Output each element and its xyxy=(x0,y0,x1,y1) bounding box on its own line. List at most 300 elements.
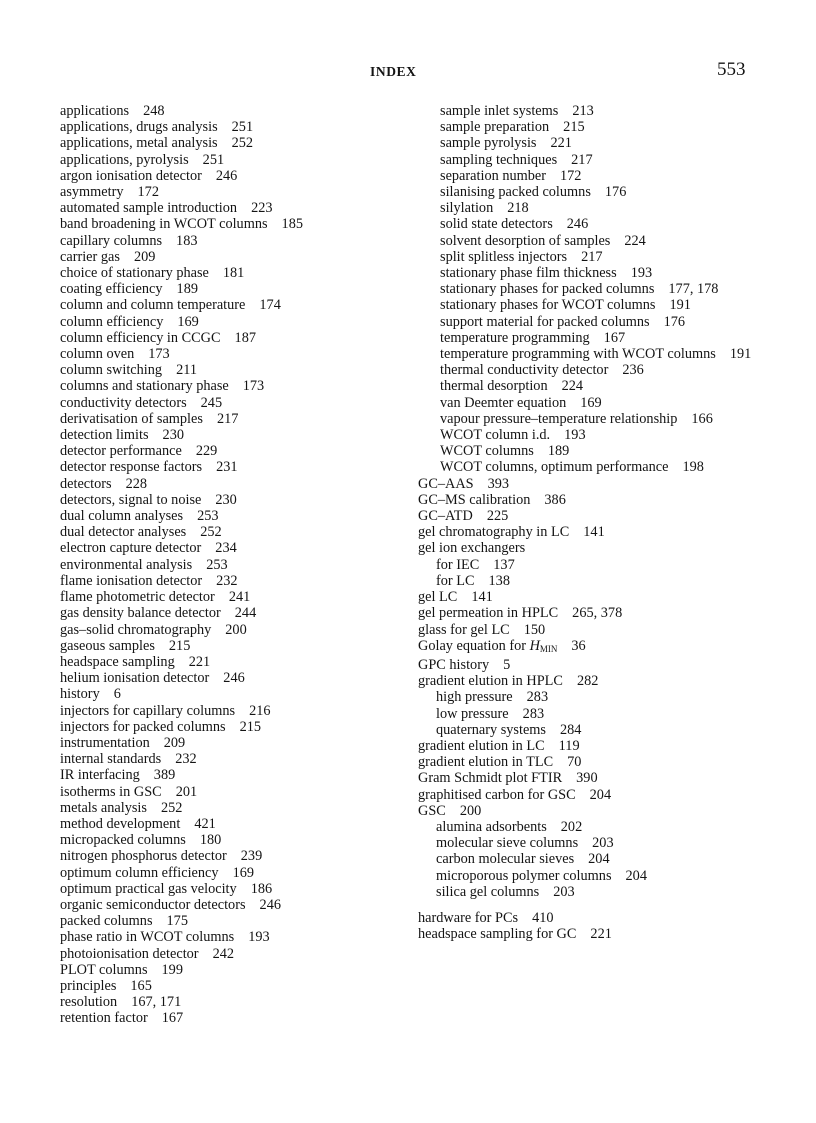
index-term: column and column temperature xyxy=(60,297,246,314)
index-entry xyxy=(60,427,390,443)
index-term: low pressure xyxy=(436,705,509,722)
index-page-refs: 70 xyxy=(567,754,582,771)
index-entry xyxy=(418,754,758,770)
index-entry xyxy=(418,476,758,492)
index-entry xyxy=(60,233,390,249)
index-page-refs: 282 xyxy=(576,673,599,690)
index-term: silylation xyxy=(440,200,494,217)
index-term: separation number xyxy=(440,167,546,184)
index-entry xyxy=(60,443,390,459)
index-page-refs: 242 xyxy=(212,945,235,962)
index-term: dual column analyses xyxy=(60,508,184,525)
index-term: thermal conductivity detector xyxy=(440,362,609,379)
index-page-refs: 5 xyxy=(503,656,511,673)
index-page-refs: 283 xyxy=(522,705,545,722)
index-page-refs: 283 xyxy=(526,689,549,706)
index-term: glass for gel LC xyxy=(418,621,510,638)
index-term: band broadening in WCOT columns xyxy=(60,216,268,233)
index-term: gas–solid chromatography xyxy=(60,621,212,638)
index-term: injectors for packed columns xyxy=(60,718,226,735)
index-entry xyxy=(60,929,390,945)
page-number: 553 xyxy=(717,59,746,80)
index-term: alumina adsorbents xyxy=(436,818,547,835)
index-term: support material for packed columns xyxy=(440,313,650,330)
index-term: capillary columns xyxy=(60,232,163,249)
index-entry xyxy=(60,881,390,897)
index-term: gel chromatography in LC xyxy=(418,524,570,541)
index-term: solid state detectors xyxy=(440,216,553,233)
index-entry xyxy=(60,573,390,589)
index-page-refs: 230 xyxy=(162,427,184,444)
index-entry xyxy=(60,508,390,524)
index-entry xyxy=(60,476,390,492)
index-term: WCOT columns, optimum performance xyxy=(440,459,669,476)
index-page-refs: 224 xyxy=(561,378,584,395)
index-entry xyxy=(60,605,390,621)
index-page-refs: 232 xyxy=(175,751,197,768)
index-page-refs: 252 xyxy=(200,524,222,541)
index-page-refs: 193 xyxy=(248,929,270,946)
index-term: GC–MS calibration xyxy=(418,491,531,508)
index-entry xyxy=(418,540,758,556)
index-term: instrumentation xyxy=(60,734,150,751)
index-entry xyxy=(60,249,390,265)
index-term: gradient elution in HPLC xyxy=(418,673,563,690)
index-page-refs: 169 xyxy=(232,864,255,881)
page-header xyxy=(0,58,816,88)
index-term: GSC xyxy=(418,802,446,819)
index-term: microporous polymer columns xyxy=(436,867,612,884)
index-entry xyxy=(60,978,390,994)
index-entry xyxy=(60,622,390,638)
index-page-refs: 185 xyxy=(281,216,303,233)
index-entry xyxy=(418,362,758,378)
index-entry xyxy=(418,427,758,443)
index-entry xyxy=(418,233,758,249)
index-entry xyxy=(418,508,758,524)
index-subentry xyxy=(418,706,758,722)
index-term: GPC history xyxy=(418,656,490,673)
index-page-refs: 137 xyxy=(493,556,515,573)
index-entry xyxy=(60,346,390,362)
index-term: headspace sampling for GC xyxy=(418,926,577,943)
index-entry xyxy=(418,926,758,942)
index-page-refs: 200 xyxy=(459,802,482,819)
index-column-left xyxy=(60,103,390,1027)
index-term: van Deemter equation xyxy=(440,394,567,411)
index-entry xyxy=(418,119,758,135)
index-term: gradient elution in TLC xyxy=(418,754,554,771)
index-term: applications, drugs analysis xyxy=(60,119,218,136)
index-term: organic semiconductor detectors xyxy=(60,896,246,913)
index-page-refs: 284 xyxy=(559,721,582,738)
index-page-refs: 203 xyxy=(592,835,614,852)
index-page-refs: 389 xyxy=(153,767,176,784)
index-subentry xyxy=(418,819,758,835)
index-subentry xyxy=(418,557,758,573)
index-page-refs: 224 xyxy=(624,232,646,249)
index-term: micropacked columns xyxy=(60,832,186,849)
index-entry xyxy=(418,443,758,459)
index-term: PLOT columns xyxy=(60,961,148,978)
index-entry xyxy=(60,962,390,978)
index-page-refs: 225 xyxy=(486,508,509,525)
index-entry xyxy=(60,395,390,411)
index-page-refs: 167, 171 xyxy=(131,994,182,1011)
index-entry xyxy=(418,411,758,427)
index-page-refs: 203 xyxy=(553,883,575,900)
index-term: silica gel columns xyxy=(436,883,540,900)
index-page-refs: 172 xyxy=(137,184,159,201)
index-page-refs: 215 xyxy=(563,119,585,136)
index-entry xyxy=(60,994,390,1010)
index-entry xyxy=(60,152,390,168)
index-page-refs: 167 xyxy=(603,329,626,346)
index-term: GC–ATD xyxy=(418,508,473,525)
index-entry xyxy=(60,540,390,556)
index-term: applications, pyrolysis xyxy=(60,151,189,168)
index-term: column efficiency in CCGC xyxy=(60,329,221,346)
index-entry xyxy=(60,913,390,929)
index-entry xyxy=(418,297,758,313)
index-term: optimum practical gas velocity xyxy=(60,880,237,897)
index-page-refs: 200 xyxy=(225,621,247,638)
index-page-refs: 204 xyxy=(625,867,647,884)
index-page-refs: 186 xyxy=(250,880,273,897)
index-term: sampling techniques xyxy=(440,151,558,168)
index-page-refs: 246 xyxy=(223,670,245,687)
index-page-refs: 199 xyxy=(161,961,183,978)
index-term: asymmetry xyxy=(60,184,124,201)
index-page-refs: 180 xyxy=(199,832,222,849)
index-entry xyxy=(418,638,758,657)
index-entry xyxy=(418,492,758,508)
index-entry xyxy=(418,673,758,689)
index-page-refs: 36 xyxy=(571,637,586,654)
index-page-refs: 173 xyxy=(148,346,170,363)
index-subentry xyxy=(418,689,758,705)
index-entry xyxy=(418,103,758,119)
index-term: detectors, signal to noise xyxy=(60,491,202,508)
index-entry xyxy=(60,946,390,962)
index-subentry xyxy=(418,722,758,738)
index-entry xyxy=(418,605,758,621)
index-term: gas density balance detector xyxy=(60,605,221,622)
index-term: conductivity detectors xyxy=(60,394,187,411)
index-entry xyxy=(60,314,390,330)
index-page-refs: 193 xyxy=(630,265,653,282)
index-term: graphitised carbon for GSC xyxy=(418,786,576,803)
index-symbol-subscript: MIN xyxy=(539,643,558,654)
index-page-refs: 236 xyxy=(622,362,644,379)
index-page-refs: 221 xyxy=(550,135,572,152)
index-entry xyxy=(60,654,390,670)
index-page-refs: 141 xyxy=(471,589,493,606)
index-subentry xyxy=(418,868,758,884)
index-page-refs: 232 xyxy=(216,572,238,589)
index-page-refs: 230 xyxy=(215,491,237,508)
index-term: argon ionisation detector xyxy=(60,167,202,184)
index-entry xyxy=(60,200,390,216)
index-entry xyxy=(60,784,390,800)
index-page-refs: 204 xyxy=(589,786,612,803)
index-term: WCOT column i.d. xyxy=(440,427,551,444)
index-entry xyxy=(60,897,390,913)
index-entry xyxy=(60,362,390,378)
index-term: stationary phases for WCOT columns xyxy=(440,297,656,314)
index-page-refs: 217 xyxy=(581,248,603,265)
index-page-refs: 253 xyxy=(206,556,228,573)
index-page-refs: 209 xyxy=(163,734,186,751)
index-term: headspace sampling xyxy=(60,653,175,670)
index-page-refs: 174 xyxy=(259,297,281,314)
index-page-refs: 176 xyxy=(663,313,686,330)
index-page-refs: 193 xyxy=(564,427,586,444)
index-entry xyxy=(418,168,758,184)
index-entry xyxy=(60,670,390,686)
index-entry xyxy=(60,686,390,702)
running-head-title: INDEX xyxy=(370,64,417,79)
index-page-refs: 211 xyxy=(176,362,197,379)
index-page-refs: 241 xyxy=(228,589,251,606)
index-term: sample pyrolysis xyxy=(440,135,537,152)
index-entry xyxy=(60,378,390,394)
index-term: WCOT columns xyxy=(440,443,534,460)
index-entry xyxy=(60,330,390,346)
index-term: electron capture detector xyxy=(60,540,202,557)
index-term: split splitless injectors xyxy=(440,248,568,265)
index-term: detection limits xyxy=(60,427,149,444)
index-entry xyxy=(418,135,758,151)
index-page-refs: 213 xyxy=(572,103,594,119)
index-entry xyxy=(418,622,758,638)
index-page-refs: 265, 378 xyxy=(572,605,623,622)
index-term: injectors for capillary columns xyxy=(60,702,236,719)
index-page-refs: 217 xyxy=(571,151,593,168)
index-term: column oven xyxy=(60,346,135,363)
index-entry xyxy=(60,135,390,151)
index-page-refs: 246 xyxy=(215,167,238,184)
index-term: applications xyxy=(60,103,130,119)
index-term: gaseous samples xyxy=(60,637,155,654)
index-page-refs: 245 xyxy=(200,394,223,411)
index-entry xyxy=(418,803,758,819)
index-page-refs: 191 xyxy=(669,297,691,314)
index-term: coating efficiency xyxy=(60,281,163,298)
index-term: packed columns xyxy=(60,913,153,930)
index-term: column efficiency xyxy=(60,313,164,330)
index-entry xyxy=(418,314,758,330)
index-page-refs: 248 xyxy=(143,103,165,119)
index-page-refs: 165 xyxy=(130,977,152,994)
index-page-refs: 189 xyxy=(176,281,198,298)
index-entry xyxy=(418,770,758,786)
index-entry xyxy=(60,184,390,200)
index-term: temperature programming with WCOT columns xyxy=(440,346,716,363)
index-page-refs: 244 xyxy=(234,605,257,622)
index-entry xyxy=(60,492,390,508)
index-entry xyxy=(60,281,390,297)
index-term: metals analysis xyxy=(60,799,147,816)
index-term: column switching xyxy=(60,362,163,379)
index-term: gradient elution in LC xyxy=(418,737,545,754)
index-entry xyxy=(418,589,758,605)
index-entry xyxy=(60,265,390,281)
index-page-refs: 386 xyxy=(544,491,566,508)
entry-gap xyxy=(418,900,758,910)
index-term: quaternary systems xyxy=(436,721,546,738)
index-entry xyxy=(418,524,758,540)
index-entry xyxy=(418,395,758,411)
index-page-refs: 239 xyxy=(240,848,263,865)
index-term: flame photometric detector xyxy=(60,589,215,606)
index-term: sample preparation xyxy=(440,119,550,136)
index-page-refs: 410 xyxy=(532,909,554,926)
index-entry xyxy=(60,703,390,719)
index-page-refs: 189 xyxy=(547,443,570,460)
index-subentry xyxy=(418,851,758,867)
index-entry xyxy=(418,738,758,754)
index-entry xyxy=(418,265,758,281)
index-entry xyxy=(60,767,390,783)
index-term: for IEC xyxy=(436,556,480,573)
index-term: history xyxy=(60,686,100,703)
index-entry xyxy=(60,119,390,135)
index-subentry xyxy=(418,884,758,900)
index-entry xyxy=(60,557,390,573)
index-page-refs: 215 xyxy=(239,718,262,735)
index-page-refs: 221 xyxy=(590,926,612,943)
index-term: thermal desorption xyxy=(440,378,548,395)
index-term: detectors xyxy=(60,475,112,492)
index-term: gel ion exchangers xyxy=(418,540,526,557)
index-entry xyxy=(60,103,390,119)
index-page-refs: 167 xyxy=(161,1010,184,1027)
index-page-refs: 215 xyxy=(168,637,191,654)
index-term: stationary phase film thickness xyxy=(440,265,617,282)
index-entry xyxy=(418,184,758,200)
index-entry xyxy=(418,249,758,265)
index-page-refs: 202 xyxy=(560,818,583,835)
index-term: flame ionisation detector xyxy=(60,572,203,589)
index-term: derivatisation of samples xyxy=(60,410,203,427)
index-term: IR interfacing xyxy=(60,767,140,784)
index-page-refs: 252 xyxy=(160,799,183,816)
index-entry xyxy=(418,330,758,346)
index-entry xyxy=(60,848,390,864)
index-page-refs: 216 xyxy=(249,702,271,719)
index-page-refs: 198 xyxy=(682,459,704,476)
index-page-refs: 138 xyxy=(488,572,510,589)
index-entry xyxy=(60,216,390,232)
index-page-refs: 221 xyxy=(188,653,211,670)
index-page-refs: 253 xyxy=(197,508,219,525)
index-page-refs: 169 xyxy=(580,394,602,411)
index-page-refs: 6 xyxy=(113,686,121,703)
index-page-refs: 191 xyxy=(729,346,752,363)
index-term: sample inlet systems xyxy=(440,103,559,119)
index-page-refs: 390 xyxy=(576,770,598,787)
index-entry xyxy=(60,297,390,313)
index-page-refs: 169 xyxy=(177,313,199,330)
index-term: solvent desorption of samples xyxy=(440,232,611,249)
index-term: Gram Schmidt plot FTIR xyxy=(418,770,563,787)
index-page-refs: 187 xyxy=(234,329,256,346)
index-entry xyxy=(60,459,390,475)
index-entry xyxy=(60,168,390,184)
index-term: gel LC xyxy=(418,589,458,606)
index-term: carbon molecular sieves xyxy=(436,851,575,868)
index-page-refs: 228 xyxy=(125,475,148,492)
index-page-refs: 150 xyxy=(523,621,546,638)
index-term: GC–AAS xyxy=(418,475,474,492)
index-subentry xyxy=(418,835,758,851)
index-page-refs: 421 xyxy=(194,815,216,832)
index-term: columns and stationary phase xyxy=(60,378,229,395)
index-entry xyxy=(60,719,390,735)
index-entry xyxy=(418,657,758,673)
index-page-refs: 173 xyxy=(242,378,265,395)
index-page-refs: 246 xyxy=(259,896,281,913)
index-term: photoionisation detector xyxy=(60,945,199,962)
index-term: nitrogen phosphorus detector xyxy=(60,848,227,865)
index-entry xyxy=(60,816,390,832)
index-page-refs: 234 xyxy=(215,540,237,557)
index-page-refs: 252 xyxy=(231,135,254,152)
index-term: retention factor xyxy=(60,1010,148,1027)
index-term: helium ionisation detector xyxy=(60,670,210,687)
index-entry xyxy=(60,865,390,881)
index-term: stationary phases for packed columns xyxy=(440,281,655,298)
index-page-refs: 183 xyxy=(176,232,198,249)
index-entry xyxy=(60,832,390,848)
index-entry xyxy=(418,216,758,232)
index-entry xyxy=(418,152,758,168)
index-entry xyxy=(60,638,390,654)
index-term: high pressure xyxy=(436,689,513,706)
index-symbol: H xyxy=(529,637,540,654)
index-page-refs: 231 xyxy=(216,459,238,476)
index-page-refs: 218 xyxy=(507,200,529,217)
index-term: optimum column efficiency xyxy=(60,864,219,881)
index-term: dual detector analyses xyxy=(60,524,187,541)
index-entry xyxy=(418,200,758,216)
index-page-refs: 229 xyxy=(195,443,218,460)
index-entry xyxy=(418,281,758,297)
index-entry xyxy=(60,411,390,427)
index-page-refs: 119 xyxy=(558,737,580,754)
index-term: automated sample introduction xyxy=(60,200,238,217)
index-term: molecular sieve columns xyxy=(436,835,579,852)
index-page-refs: 204 xyxy=(588,851,610,868)
index-entry xyxy=(418,910,758,926)
index-page-refs: 251 xyxy=(231,119,254,136)
index-page-refs: 246 xyxy=(566,216,589,233)
index-page-refs: 223 xyxy=(251,200,273,217)
index-page-refs: 175 xyxy=(166,913,188,930)
index-entry xyxy=(60,751,390,767)
index-entry xyxy=(60,735,390,751)
index-term: hardware for PCs xyxy=(418,909,519,926)
index-term: carrier gas xyxy=(60,248,120,265)
index-term: temperature programming xyxy=(440,329,590,346)
index-page-refs: 181 xyxy=(222,265,245,282)
index-term: detector response factors xyxy=(60,459,203,476)
index-entry xyxy=(418,787,758,803)
index-entry xyxy=(418,378,758,394)
index-term: isotherms in GSC xyxy=(60,783,162,800)
index-entry xyxy=(60,800,390,816)
